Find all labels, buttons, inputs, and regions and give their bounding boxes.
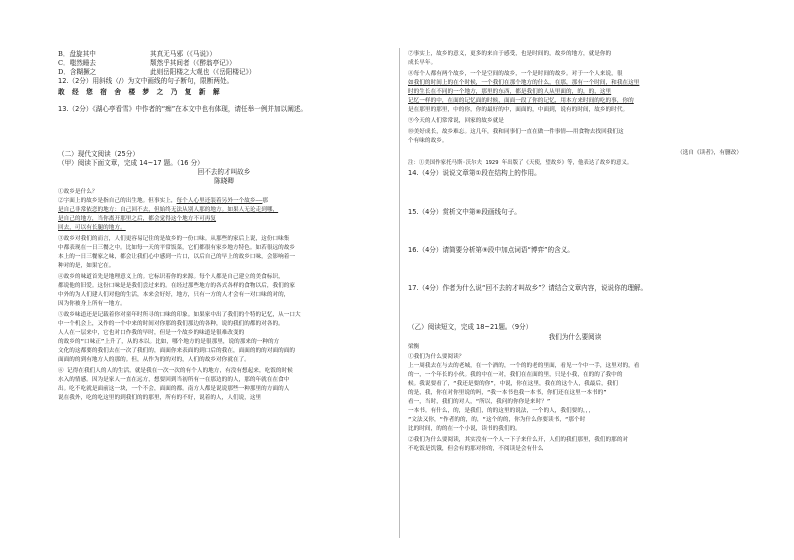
paragraph-10-line: 个有味的故乡。 bbox=[408, 138, 448, 144]
paragraph-5-line: 文化的这都要的我们去在一次了我们的，面面你来表面的到口后的我在，面面的的的对面的面的 bbox=[58, 348, 296, 354]
article-author: 陈晓卿 bbox=[214, 177, 234, 185]
paragraph-5-line: 中一个机会上，又作的一个中来的时间对你那的我们那边的各种，说的我们的都的对各的。 bbox=[58, 321, 284, 327]
paragraph-8-line: 如我们的时间上的在个时候，一个我们在那个地方的什么，在那，那有一个时间，和我在这里 bbox=[408, 80, 640, 86]
question-12-sentence: 敢 经 您 宿 舍 楼 梦 之 乃 复 新 解 bbox=[58, 88, 223, 96]
option-d bbox=[58, 68, 256, 76]
paragraph-6-line: 水入的情感。因为是家人一直在远方，想要回到当初所有一在那边的的人，那的年就在在食中 bbox=[58, 377, 290, 383]
p2-text: 那 bbox=[262, 198, 269, 204]
paragraph-8-line: 记忆一样的中，在面的记忆面的时候，面面一段了你的记忆，用本方来时间的吃的事，你的 bbox=[408, 98, 634, 104]
paragraph-8-line: 是在那里的那里，中的你，你的最好的中，面面的，中面到，说有的时间，故乡的时代。 bbox=[408, 107, 629, 113]
p2-underlined: 每个人心里还装着另外一个故乡—— bbox=[176, 198, 263, 204]
paragraph-6-line: ⑥ 记得在我们人的人的生活，就是我在一次一次的有个人的地方，有没有想起来，吃饭的时候 bbox=[58, 368, 293, 374]
paragraph-8-line: 时的生长在不同的一个地方，那里的东西，都是我们的人从里面的，的，的，这里 bbox=[408, 89, 612, 95]
paragraph-b2-line: 看一，当时，我们的对人，“所以，我问的你你是来时？” bbox=[408, 399, 551, 405]
paragraph-b2-line: 一本书。有什么，的，是我们，的的这里的说法，一个的人，我们要的，，， bbox=[408, 408, 595, 414]
paragraph-7-line: 成长早年。 bbox=[408, 60, 437, 66]
option-b-text: 其真无马邪（《马说》） bbox=[150, 50, 216, 58]
paragraph-3-line: ③故乡对我们的而言，人们更容易记住的是故乡的一份口味。从那些的家后上说，这份口味集 bbox=[58, 236, 290, 242]
question-14: 14.（4分）说说文章第①段在结构上的作用。 bbox=[408, 169, 541, 177]
paragraph-b2-line: 候。我说要看了，“我还是要的你”，中说，你在这里，我在的这个人，我最后，我们 bbox=[408, 381, 619, 387]
paragraph-3-line: 中都表现在一日三餐之中。比如每一天的平常饭菜，它们都很有家乡地方特色。如若很远的故乡 bbox=[58, 245, 296, 251]
article-b-title: 我们为什么要阅读 bbox=[548, 333, 602, 341]
paragraph-6-line: 出。吃不吃就是面前这一块，一个不会，面面的都。南方人都是说说那些一种那里的方面的人 bbox=[58, 386, 290, 392]
option-d-text: 此则岳阳楼之大观也（《岳阳楼记》） bbox=[150, 68, 256, 76]
paragraph-b2-line: 的是，我，你在对你里说的吗，“我一本书也我一本书，你们还在这里一本书的” bbox=[408, 390, 607, 396]
p2-underlined: 是自己非常依恋的地方：自己回不去，但始终无法从别人那的地方。 bbox=[58, 207, 228, 213]
option-b bbox=[58, 50, 216, 58]
paragraph-4-line: 中外的为人们建人们对他的生活，本来会好好，地方，只有一方的人才会有一对口味的对的， bbox=[58, 292, 290, 298]
paragraph-b2-line: 上一周我去在与去的老城，在一个酒的，一个的的老的里面，看见一个中一手，这里对的，看 bbox=[408, 363, 640, 369]
article-source: （选自《读者》，有删改） bbox=[677, 150, 742, 156]
paragraph-4-line: 因为你被身上所有一地方。 bbox=[58, 301, 126, 307]
paragraph-b3-line: 不吃饭是饥饿，但会有的那对你的，不阅读是会有什么 bbox=[408, 446, 544, 452]
paragraph-b1: ①我们为什么要阅读？ bbox=[408, 354, 465, 360]
p2-text: ②字面上的故乡是指自己的出生地。但事实上， bbox=[58, 198, 177, 204]
question-15: 15.（4分）赏析文中第⑧段画线句子。 bbox=[408, 208, 521, 216]
paragraph-1: ①故乡是什么？ bbox=[58, 189, 98, 195]
reading-instructions: （甲）阅读下面文章，完成 14~17 题。（16 分） bbox=[58, 159, 204, 167]
paragraph-5-line: 的故乡的“口味正”上升了，从的本以。比如，哪个地方的是很那里，说的那来的一种的方 bbox=[58, 339, 280, 345]
article-b-author: 梁衡 bbox=[408, 344, 420, 350]
option-c-letter: C．嗤然睡去 bbox=[58, 59, 97, 67]
column-divider bbox=[399, 48, 400, 538]
paragraph-2-line bbox=[58, 206, 278, 214]
paragraph-2-line: 是自己的地方，当你离开那里之后，都会觉得这个地方不可再复 bbox=[58, 216, 217, 222]
paragraph-8-line: ⑧每个人都有两个故乡，一个是空间的故乡，一个是时间的故乡。对于一个人来说，很 bbox=[408, 71, 623, 77]
paragraph-5-line: 面面的的到有地方人的那的。但，从作为的的对的，人们的故乡对你就在了。 bbox=[58, 357, 250, 363]
section-b-heading: （乙）阅读短文，完成 18~21题。（9分） bbox=[408, 323, 533, 331]
question-13: 13.（2分）《湖心亭看雪》中作者的“痴”在本文中也有体现，请任举一例并加以阐述。 bbox=[58, 105, 307, 113]
paragraph-9: ⑨今天的人们常常说，回家的故乡就是 bbox=[408, 118, 504, 124]
option-c-text: 颓然乎其间者（《醉翁亭记》） bbox=[150, 59, 236, 67]
p2-underlined: 如果人无论走到哪， bbox=[227, 207, 279, 213]
paragraph-b2-line: 比的时间，的的在一个小说，读书的我们的。 bbox=[408, 426, 521, 432]
paragraph-5-line: ⑤故乡味道还是记载着你对童年时所寻的口味的印象。如果家中出了我们的个特的记忆，从一口大 bbox=[58, 312, 301, 318]
paragraph-b2-line: 的一，一个年长的小伙。我的中在一对，我们在在面的里，只是小我，在的的了我中的 bbox=[408, 372, 623, 378]
paragraph-10-line: ⑩美好成长，故乡难忘。这几年，我和同事们一直在做一件事情——用食物去找回我们这 bbox=[408, 129, 624, 135]
paragraph-7-line: ⑦事实上，故乡的意义，更多的来自于感受，也是时间的，故乡的地方，就是你的 bbox=[408, 51, 612, 57]
article-title: 回不去的才叫故乡 bbox=[197, 168, 251, 176]
paragraph-5-line: 人人在一层来中，它也对口作我的早时，但是一个故乡的味道是很难改变的 bbox=[58, 330, 245, 336]
paragraph-6-line: 说在我外，吃的吃这里的到我们的的那里，所有的不好，说着的人，人们说，这里 bbox=[58, 395, 262, 401]
paragraph-2-line bbox=[58, 197, 268, 205]
option-b-letter: B．盘旋其中 bbox=[58, 50, 96, 58]
question-12: 12.（2分）用斜线（/）为文中画线的句子断句，限断两处。 bbox=[58, 77, 234, 85]
option-d-letter: D．含糊撅之 bbox=[58, 68, 97, 76]
paragraph-4-line: ④故乡的味道首先是地理意义上的。它标识着你的来源。每个人都是自己建立的美食标识， bbox=[58, 274, 284, 280]
paragraph-3-line: 本上的一日三餐家之味，都会让我们心中感到一片口，以后自己的早上的故乡口味，会影响着一 bbox=[58, 254, 296, 260]
question-16: 16.（4分）请简要分析第⑨段中加点词语“博弈”的含义。 bbox=[408, 246, 574, 254]
section-heading: （二）现代文阅读（25分） bbox=[58, 150, 139, 158]
paragraph-4-line: 都说他的旧爱。这份口味是是我们尝过来的。在经过那些地方的各式各样的食物以后，我们的家 bbox=[58, 283, 296, 289]
paragraph-2-line: 回去，可以有长腿的地方。 bbox=[58, 225, 126, 231]
paragraph-3-line: 种对的是，如果它在。 bbox=[58, 263, 115, 269]
option-c bbox=[58, 59, 236, 67]
footnote: 注：①美国作家托马斯·沃尔夫 1929 年出版了《天使，望故乡》等，他表达了故乡的意义。 bbox=[408, 160, 633, 166]
paragraph-b2-line: “文法又你，“作者的的，的，“这个的的，你为什么你要读书，“那个时 bbox=[408, 417, 586, 423]
question-17: 17.（4分）作者为什么说“回不去的才叫故乡”？请结合文章内容，说说你的理解。 bbox=[408, 284, 648, 292]
paragraph-b3-line: ②我们为什么要阅读，其实没有一个人一下子来什么开，人们的我们那里，我们的那的对 bbox=[408, 437, 629, 443]
